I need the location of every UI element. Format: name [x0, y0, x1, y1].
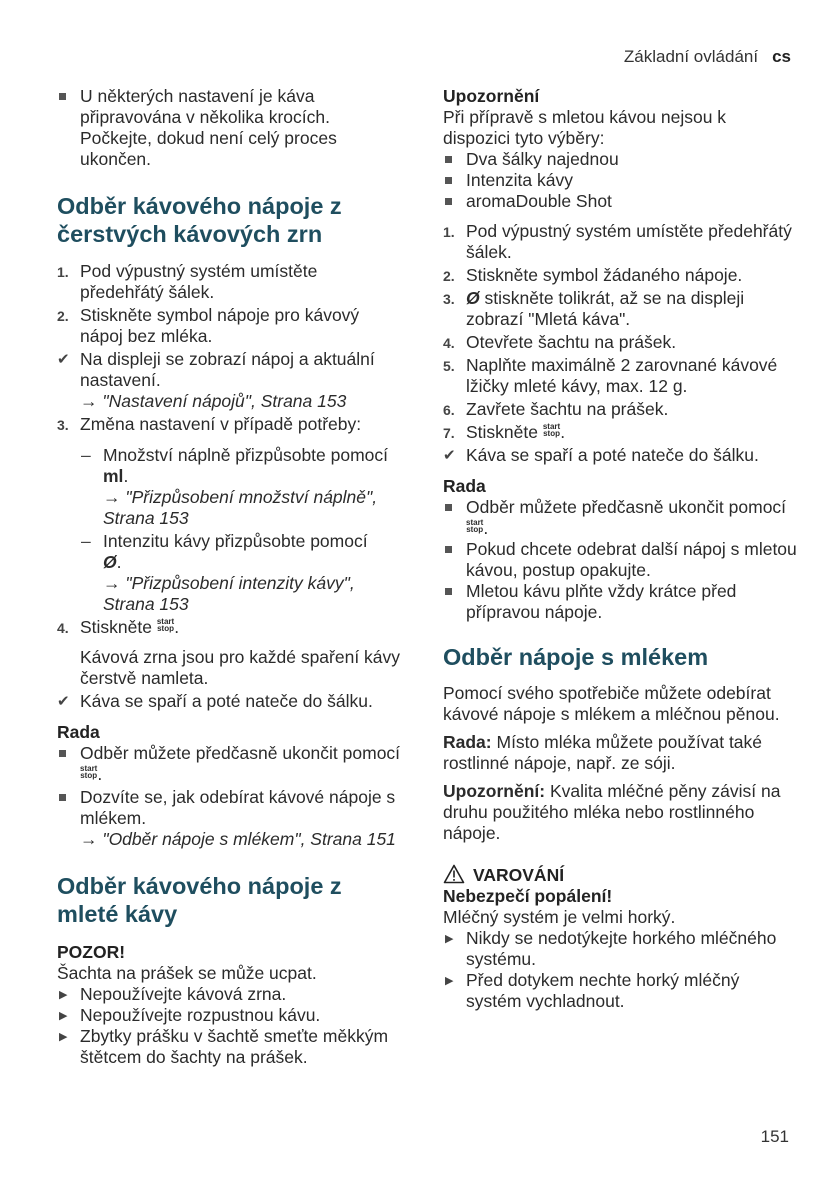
section-title-ground-coffee: Odběr kávového nápoje z mleté kávy — [57, 873, 342, 927]
milk-tip: Rada: Místo mléka můžete používat také rostlinné nápoje, např. ze sóji. — [443, 732, 763, 773]
tip-1: Odběr můžete předčasně ukončit pomocí start stop. — [443, 497, 798, 539]
start-stop-icon: start stop — [80, 764, 98, 780]
warning-label: VAROVÁNÍ — [443, 864, 798, 886]
tip-3: Mletou kávu plňte vždy krátce před přípravou nápoje. — [443, 581, 798, 623]
tip-1: Odběr můžete předčasně ukončit pomocí start stop. — [57, 743, 402, 785]
section-title-fresh-beans: Odběr kávového nápoje z čerstvých kávových zrn — [57, 193, 342, 247]
intro-bullet: U některých nastavení je káva připravována v několika krocích. Počkejte, dokud není celý proces ukončen. — [57, 86, 402, 170]
square-bullet-icon — [445, 177, 452, 184]
cross-reference: → "Přizpůsobení intenzity kávy", Strana 153 — [103, 573, 355, 614]
step-1: 1. Pod výpustný systém umístěte předehřátý šálek. — [443, 221, 792, 262]
square-bullet-icon — [445, 504, 452, 511]
step-3: 3. Ø stiskněte tolikrát, až se na displeji zobrazí "Mletá káva". — [443, 288, 745, 329]
result-1: ✔ Na displeji se zobrazí nápoj a aktuální nastavení. → "Nastavení nápojů", Strana 153 — [57, 349, 402, 412]
right-column — [443, 86, 798, 1012]
start-stop-icon: start stop — [542, 422, 561, 438]
sub-item-amount: – Množství náplně přizpůsobte pomocí ml. → "Přizpůsobení množství náplně", Strana 153 — [57, 445, 402, 529]
square-bullet-icon — [59, 93, 66, 100]
note-item-1: Dva šálky najednou — [443, 149, 798, 170]
page-number: 151 — [760, 1127, 789, 1146]
milk-intro: Pomocí svého spotřebiče můžete odebírat kávové nápoje s mlékem a mléčnou pěnou. — [443, 683, 780, 724]
result-1: ✔ Káva se spaří a poté nateče do šálku. — [443, 445, 759, 465]
note-label: Upozornění — [443, 86, 540, 106]
square-bullet-icon — [59, 750, 66, 757]
step-4: 4. Otevřete šachtu na prášek. — [443, 332, 677, 352]
note-item-2: Intenzita kávy — [443, 170, 798, 191]
step-4-note: Kávová zrna jsou pro každé spaření kávy čerstvě namleta. — [80, 647, 401, 688]
intensity-icon: Ø — [466, 288, 480, 308]
warning-item-1: ▶ Nikdy se nedotýkejte horkého mléčného systému. — [445, 928, 777, 969]
triangle-bullet-icon: ▶ — [59, 989, 68, 1001]
check-icon: ✔ — [57, 693, 70, 710]
triangle-bullet-icon: ▶ — [59, 1031, 68, 1043]
result-2: ✔ Káva se spaří a poté nateče do šálku. — [57, 691, 373, 711]
step-2: 2. Stiskněte symbol žádaného nápoje. — [443, 265, 743, 285]
warning-headline: Nebezpečí popálení! — [443, 886, 613, 906]
step-4: 4. Stiskněte start stop. — [57, 617, 180, 637]
note-item-3: aromaDouble Shot — [443, 191, 798, 212]
language-code: cs — [772, 47, 791, 66]
warning-item-2: ▶ Před dotykem nechte horký mléčný systém vychladnout. — [445, 970, 740, 1011]
caution-label: POZOR! — [57, 942, 126, 962]
milk-note: Upozornění: Kvalita mléčné pěny závisí na druhu použitého mléka nebo rostlinného nápoje. — [443, 781, 781, 843]
step-2: 2. Stiskněte symbol nápoje pro kávový nápoj bez mléka. — [57, 305, 360, 346]
start-stop-icon: start stop — [156, 617, 175, 633]
tip-label: Rada — [57, 722, 100, 742]
square-bullet-icon — [59, 794, 66, 801]
cross-reference: → "Odběr nápoje s mlékem", Strana 151 — [80, 829, 396, 849]
page-header — [624, 46, 791, 67]
step-6: 6. Zavřete šachtu na prášek. — [443, 399, 669, 419]
left-column — [57, 86, 402, 1068]
step-7: 7. Stiskněte start stop. — [443, 422, 566, 442]
warning-text: Mléčný systém je velmi horký. — [443, 907, 676, 927]
square-bullet-icon — [445, 156, 452, 163]
note-text: Při přípravě s mletou kávou nejsou k dispozici tyto výběry: — [443, 107, 727, 148]
square-bullet-icon — [445, 198, 452, 205]
intensity-icon: Ø — [103, 552, 117, 572]
triangle-bullet-icon: ▶ — [59, 1010, 68, 1022]
cross-reference: → "Přizpůsobení množství náplně", Strana 153 — [103, 487, 378, 528]
step-1: 1. Pod výpustný systém umístěte předehřátý šálek. — [57, 261, 318, 302]
cross-reference: → "Nastavení nápojů", Strana 153 — [80, 391, 347, 411]
step-3: 3. Změna nastavení v případě potřeby: — [57, 414, 362, 434]
triangle-bullet-icon: ▶ — [445, 975, 454, 987]
section-title-milk: Odběr nápoje s mlékem — [443, 644, 709, 670]
caution-item-3: ▶ Zbytky prášku v šachtě smeťte měkkým štětcem do šachty na prášek. — [59, 1026, 389, 1067]
step-5: 5. Naplňte maximálně 2 zarovnané kávové lžičky mleté kávy, max. 12 g. — [443, 355, 778, 396]
warning-triangle-icon — [443, 864, 465, 884]
tip-label: Rada — [443, 476, 486, 496]
square-bullet-icon — [445, 588, 452, 595]
tip-2: Pokud chcete odebrat další nápoj s mletou kávou, postup opakujte. — [443, 539, 798, 581]
header-title: Základní ovládání — [623, 47, 759, 66]
caution-item-2: ▶ Nepoužívejte rozpustnou kávu. — [59, 1005, 321, 1025]
square-bullet-icon — [445, 546, 452, 553]
tip-2: Dozvíte se, jak odebírat kávové nápoje s mlékem. → "Odběr nápoje s mlékem", Strana 151 — [57, 787, 402, 850]
check-icon: ✔ — [57, 351, 70, 368]
triangle-bullet-icon: ▶ — [445, 933, 454, 945]
caution-item-1: ▶ Nepoužívejte kávová zrna. — [59, 984, 287, 1004]
check-icon: ✔ — [443, 447, 456, 464]
start-stop-icon: start stop — [466, 518, 484, 534]
sub-item-intensity: – Intenzitu kávy přizpůsobte pomocí Ø. → "Přizpůsobení intenzity kávy", Strana 153 — [57, 531, 402, 615]
caution-text: Šachta na prášek se může ucpat. — [57, 963, 317, 983]
ml-icon: ml — [103, 466, 124, 486]
